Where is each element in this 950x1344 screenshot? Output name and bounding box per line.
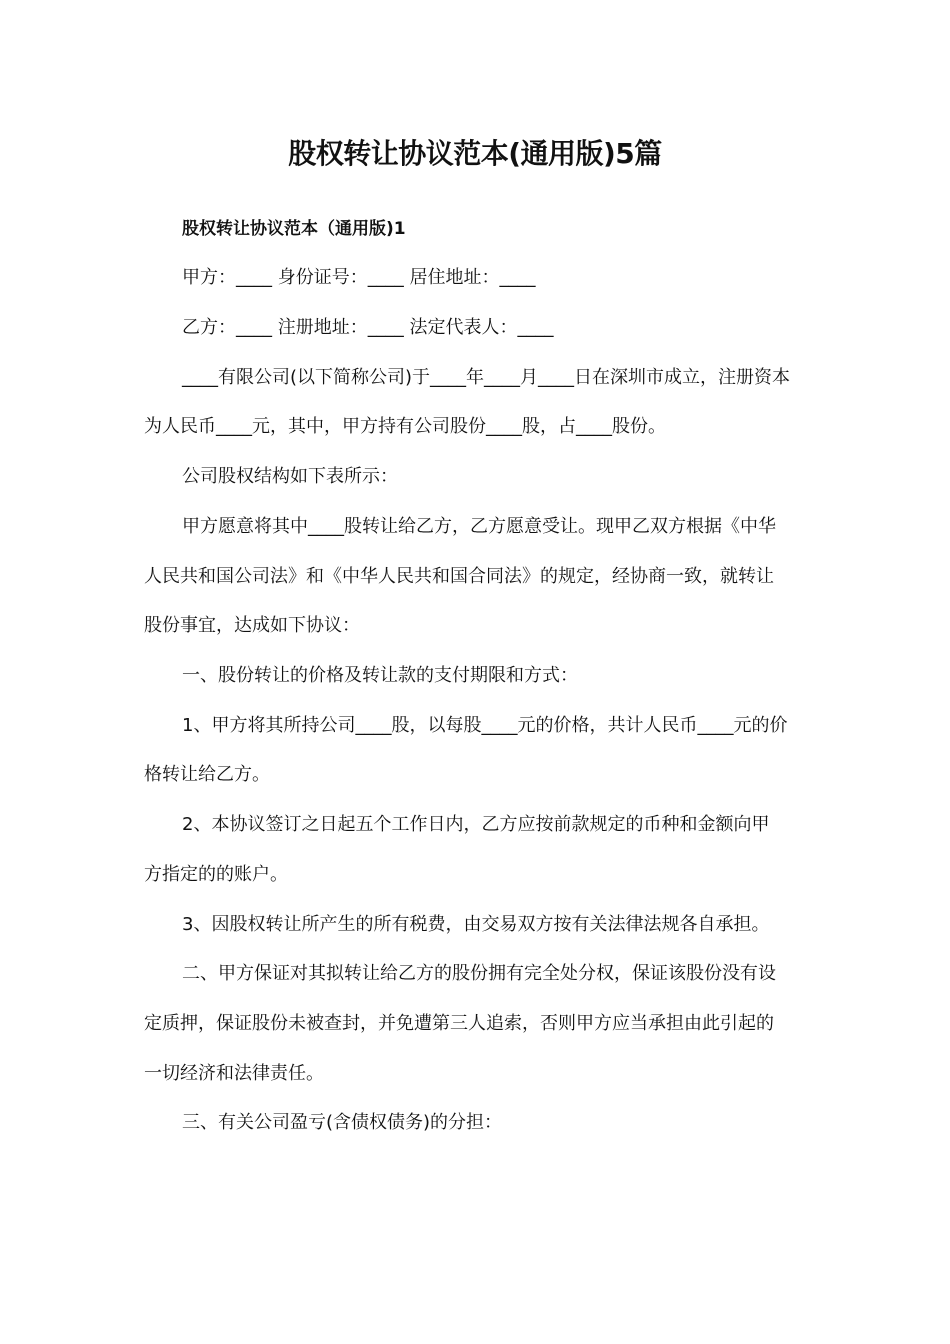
paragraph-line: 1、甲方将其所持公司____股，以每股____元的价格，共计人民币____元的价 [182, 715, 788, 736]
paragraph-line: 定质押，保证股份未被查封，并免遭第三人追索，否则甲方应当承担由此引起的 [144, 1013, 774, 1034]
paragraph-line: 方指定的的账户。 [144, 864, 288, 885]
party-b-line: 乙方：____ 注册地址：____ 法定代表人：____ [182, 317, 554, 338]
paragraph-line: 3、因股权转让所产生的所有税费，由交易双方按有关法律法规各自承担。 [182, 914, 770, 935]
paragraph-line: 股份事宜，达成如下协议： [144, 615, 360, 636]
party-a-line: 甲方：____ 身份证号：____ 居住地址：____ [182, 267, 536, 288]
paragraph-line: 甲方愿意将其中____股转让给乙方，乙方愿意受让。现甲乙双方根据《中华 [182, 516, 776, 537]
section-heading: 股权转让协议范本（通用版)1 [182, 219, 406, 239]
paragraph-line: ____有限公司(以下简称公司)于____年____月____日在深圳市成立，注册资本 [182, 367, 791, 388]
paragraph-line: 公司股权结构如下表所示： [182, 466, 398, 487]
paragraph-line: 一切经济和法律责任。 [144, 1063, 324, 1084]
clause-heading: 二、甲方保证对其拟转让给乙方的股份拥有完全处分权，保证该股份没有设 [182, 963, 776, 984]
clause-heading: 三、有关公司盈亏(含债权债务)的分担： [182, 1112, 503, 1133]
paragraph-line: 人民共和国公司法》和《中华人民共和国合同法》的规定，经协商一致，就转让 [144, 566, 774, 587]
paragraph-line: 格转让给乙方。 [144, 764, 270, 785]
clause-heading: 一、股份转让的价格及转让款的支付期限和方式： [182, 665, 578, 686]
paragraph-line: 为人民币____元，其中，甲方持有公司股份____股，占____股份。 [144, 416, 666, 437]
document-title: 股权转让协议范本(通用版)5篇 [288, 137, 662, 170]
paragraph-line: 2、本协议签订之日起五个工作日内，乙方应按前款规定的币种和金额向甲 [182, 814, 770, 835]
